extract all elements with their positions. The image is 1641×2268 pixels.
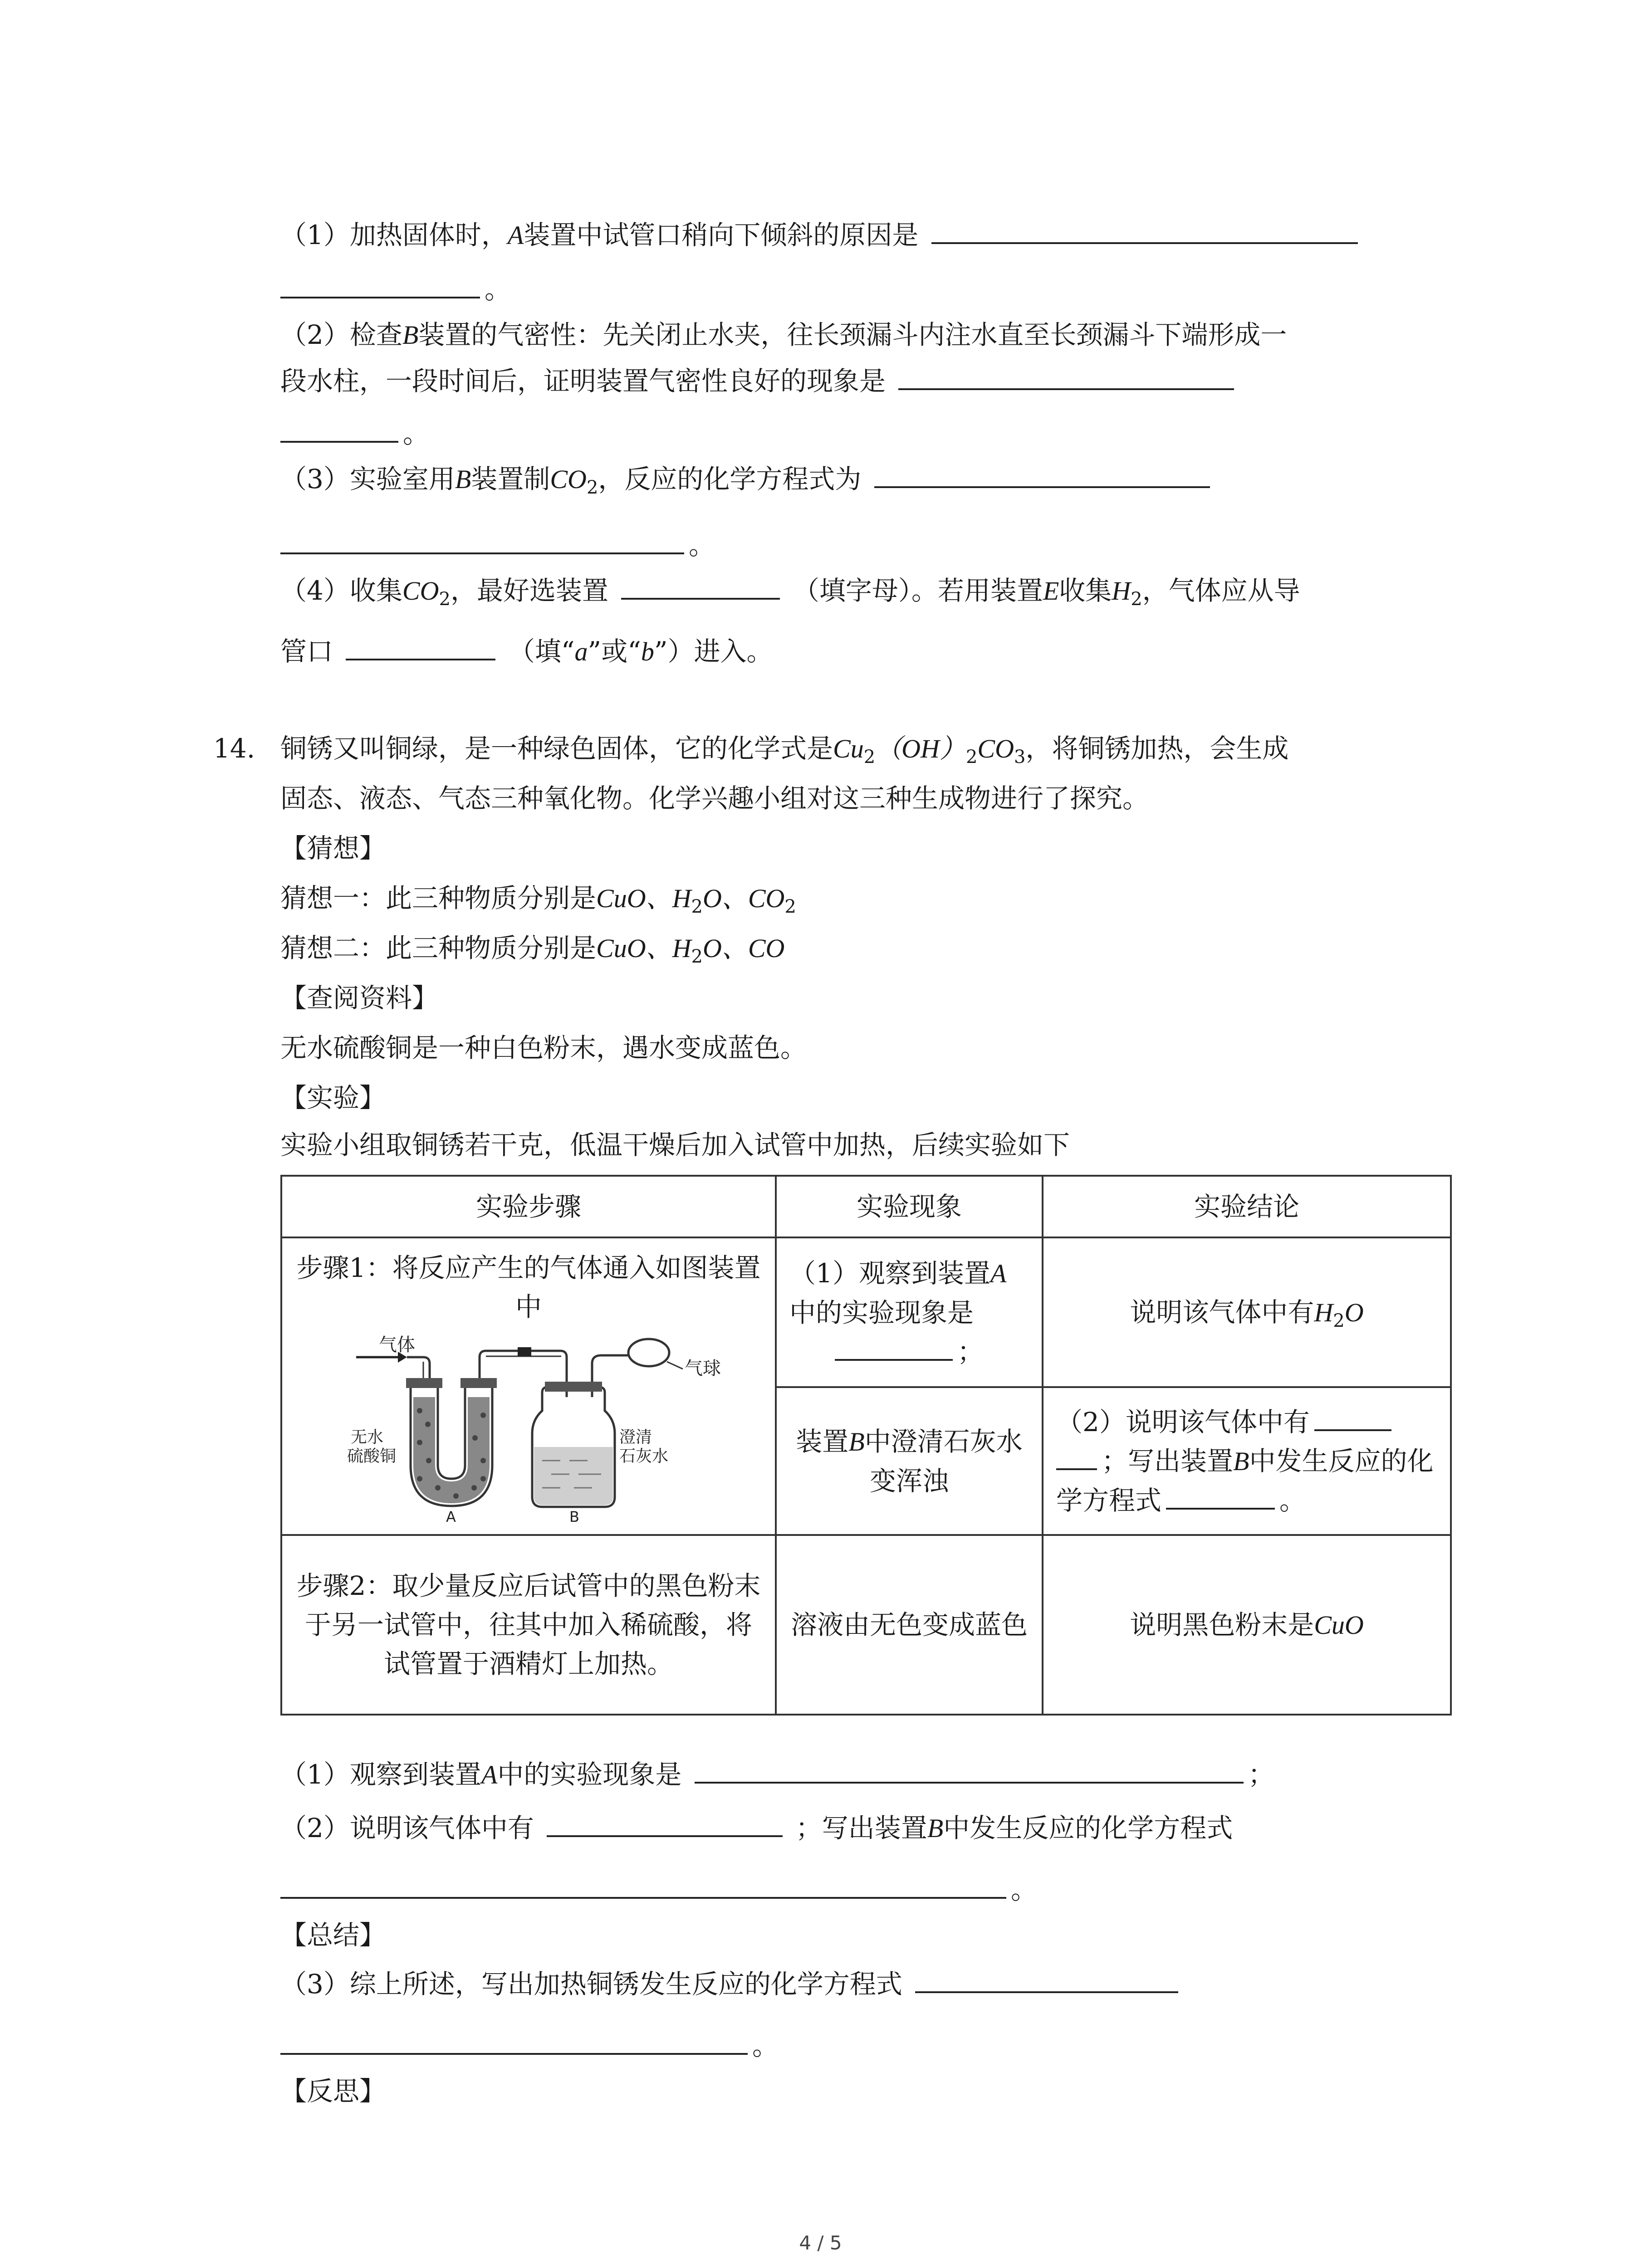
reflection-heading: 【反思】 <box>280 2076 386 2107</box>
reference-heading: 【查阅资料】 <box>280 982 439 1013</box>
label-limewater-2: 石灰水 <box>619 1447 669 1466</box>
q14-intro-line2: 固态、液态、气态三种氧化物。化学兴趣小组对这三种生成物进行了探究。 <box>280 783 1149 814</box>
clamp <box>518 1347 531 1356</box>
step2-cell: 步骤2：取少量反应后试管中的黑色粉末于另一试管中，往其中加入稀硫酸，将试管置于酒精灯上加热。 <box>281 1535 776 1715</box>
cuso4-granules <box>413 1397 490 1503</box>
apparatus-diagram <box>347 1329 721 1525</box>
q14-number: 14. <box>213 733 255 764</box>
answer-blank[interactable] <box>346 636 495 660</box>
guess-one: 猜想一：此三种物质分别是CuO、$H_2O$、$CO_2$ <box>280 883 796 917</box>
answer-blank[interactable] <box>931 220 1358 244</box>
header-conclusion: 实验结论 <box>1043 1176 1451 1237</box>
answer-blank[interactable] <box>835 1336 953 1361</box>
answer-blank[interactable] <box>1314 1407 1391 1431</box>
experiment-text: 实验小组取铜锈若干克，低温干燥后加入试管中加热，后续实验如下 <box>280 1129 1070 1160</box>
table-header-row <box>281 1176 1451 1237</box>
stopper-left <box>406 1378 442 1388</box>
answer-blank[interactable] <box>280 2030 748 2055</box>
answer-3: （3）综上所述，写出加热铜锈发生反应的化学方程式 <box>280 1966 1183 2002</box>
answer-2-cont: 。 <box>280 1872 1037 1908</box>
answer-blank[interactable] <box>874 464 1210 488</box>
answer-blank[interactable] <box>1166 1485 1275 1510</box>
header-phenomenon: 实验现象 <box>776 1176 1043 1237</box>
table-row <box>281 1535 1451 1715</box>
answer-blank[interactable] <box>898 366 1234 390</box>
header-step: 实验步骤 <box>281 1176 776 1237</box>
q14-intro: 铜锈又叫铜绿，是一种绿色固体，它的化学式是$Cu_2(OH)_2CO_3$，将铜锈加热，会生成 <box>280 733 1289 767</box>
guess-two: 猜想二：此三种物质分别是CuO、$H_2O$、CO <box>280 933 785 967</box>
con3-cell: 说明黑色粉末是CuO <box>1043 1535 1451 1715</box>
stopper-right <box>460 1378 497 1388</box>
label-cuso4-2: 硫酸铜 <box>347 1447 397 1466</box>
q13-part1: （1）加热固体时，A装置中试管口稍向下倾斜的原因是 <box>280 217 1362 254</box>
q13-part2: （2）检查B装置的气密性：先关闭止水夹，往长颈漏斗内注水直至长颈漏斗下端形成一 <box>280 319 1287 350</box>
table-row <box>281 1237 1451 1387</box>
experiment-table <box>280 1175 1452 1716</box>
q13-part4-line2: 管口 （填“a”或“b”）进入。 <box>280 636 773 667</box>
label-B: B <box>569 1508 579 1525</box>
answer-blank[interactable] <box>280 418 398 443</box>
answer-1: （1）观察到装置A中的实验现象是 ； <box>280 1759 1274 1790</box>
obs3-cell: 溶液由无色变成蓝色 <box>776 1535 1043 1715</box>
page-number: 4 / 5 <box>799 2232 842 2254</box>
limewater-liquid <box>534 1447 613 1505</box>
answer-blank[interactable] <box>915 1969 1178 1993</box>
label-cuso4-1: 无水 <box>351 1428 384 1447</box>
con2-cell: （2）说明该气体中有 ；写出装置B中发生反应的化学方程式 。 <box>1043 1387 1451 1535</box>
answer-2: （2）说明该气体中有 ；写出装置B中发生反应的化学方程式 <box>280 1813 1233 1843</box>
q13-part1-cont: 。 <box>280 271 511 308</box>
q13-part3-cont: 。 <box>280 527 715 563</box>
obs2-cell: 装置B中澄清石灰水变浑浊 <box>776 1387 1043 1535</box>
answer-blank[interactable] <box>695 1759 1244 1784</box>
label-A: A <box>446 1508 456 1525</box>
answer-blank[interactable] <box>547 1813 783 1837</box>
answer-blank[interactable] <box>280 274 480 298</box>
step1-text: 步骤1：将反应产生的气体通入如图装置中 <box>296 1252 761 1322</box>
q13-part2-cont: 。 <box>280 415 429 452</box>
stopper-bottle <box>545 1382 602 1392</box>
label-balloon: 气球 <box>685 1358 721 1379</box>
guess-heading: 【猜想】 <box>280 833 386 864</box>
q13-part2-line2: 段水柱，一段时间后，证明装置气密性良好的现象是 <box>280 363 1239 399</box>
answer-blank[interactable] <box>280 1874 1006 1899</box>
answer-blank[interactable] <box>1056 1446 1097 1470</box>
q13-part4: （4）收集$CO_2$，最好选装置 （填字母）。若用装置E收集$H_2$，气体应从导 <box>280 575 1300 610</box>
answer-blank[interactable] <box>621 575 780 600</box>
q13-part3: （3）实验室用B装置制$CO_2$，反应的化学方程式为 <box>280 461 1215 498</box>
summary-heading: 【总结】 <box>280 1920 386 1950</box>
con1-cell: 说明该气体中有$H_2O$ <box>1043 1237 1451 1387</box>
reference-text: 无水硫酸铜是一种白色粉末，遇水变成蓝色。 <box>280 1032 807 1063</box>
obs1-cell: （1）观察到装置A中的实验现象是 ； <box>776 1237 1043 1387</box>
step1-cell <box>281 1237 776 1535</box>
answer-blank[interactable] <box>280 530 684 554</box>
balloon <box>628 1339 669 1366</box>
answer-3-cont: 。 <box>280 2028 779 2064</box>
label-gas: 气体 <box>379 1334 415 1355</box>
label-limewater-1: 澄清 <box>619 1428 652 1447</box>
experiment-heading: 【实验】 <box>280 1082 386 1113</box>
